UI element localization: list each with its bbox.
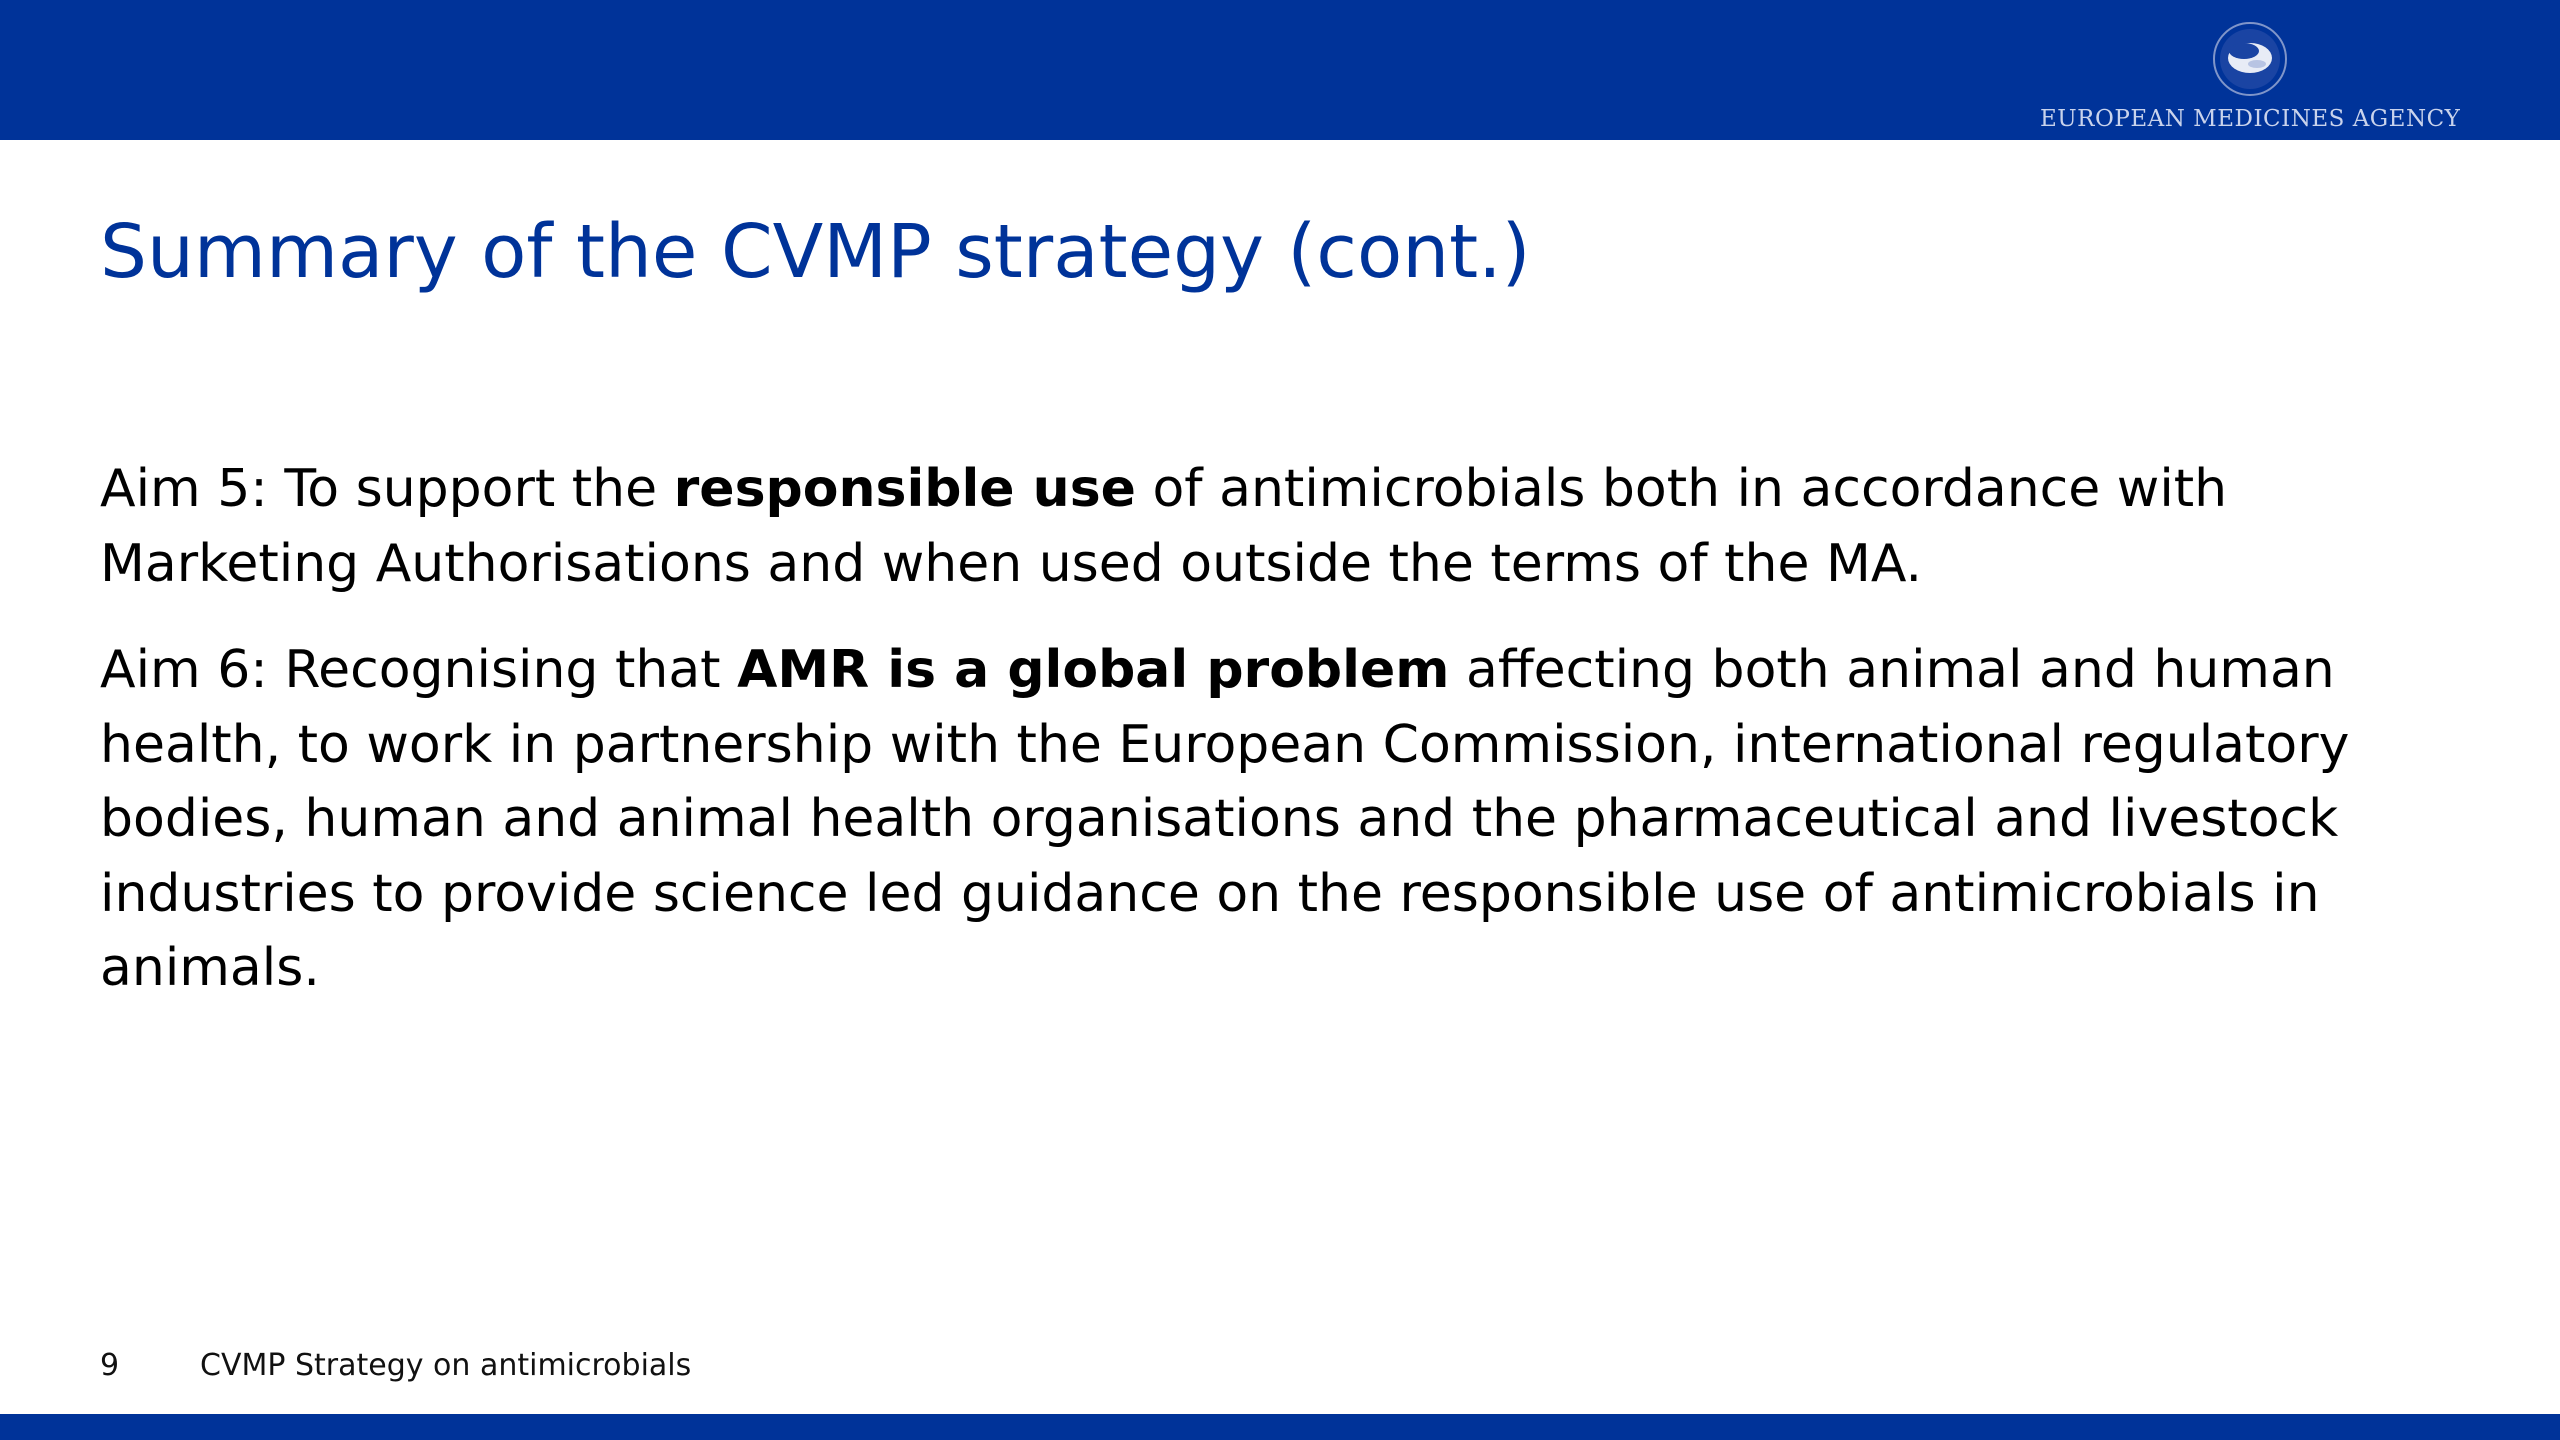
footer-bar (0, 1414, 2560, 1440)
header-bar (0, 0, 2560, 140)
footer-text: CVMP Strategy on antimicrobials (200, 1348, 692, 1383)
ema-emblem-icon (2211, 20, 2289, 98)
aim-5-suffix: of antimicrobials both in accordance with Marketing Authorisations and when used outside the terms of the MA. (100, 459, 2228, 594)
aim-5-paragraph (100, 452, 2460, 601)
aim-6-emphasis: AMR is a global problem (737, 640, 1450, 700)
aim-5-prefix: Aim 5: To support the (100, 459, 674, 519)
aim-6-paragraph (100, 633, 2460, 1006)
slide-body (100, 452, 2460, 1038)
agency-logo (2040, 16, 2460, 132)
agency-name: EUROPEAN MEDICINES AGENCY (2040, 106, 2461, 132)
page-number: 9 (100, 1348, 120, 1383)
aim-6-prefix: Aim 6: Recognising that (100, 640, 738, 700)
aim-5-emphasis: responsible use (673, 459, 1136, 519)
aim-6-suffix: affecting both animal and human health, to work in partnership with the European Commission, international regulatory bodies, human and animal health organisations and the pharmaceutical and livestock industries to provide science led guidance on the responsible use of antimicrobials in animals. (100, 640, 2350, 998)
slide-footer (100, 1348, 691, 1383)
slide-title: Summary of the CVMP strategy (cont.) (100, 209, 1531, 295)
